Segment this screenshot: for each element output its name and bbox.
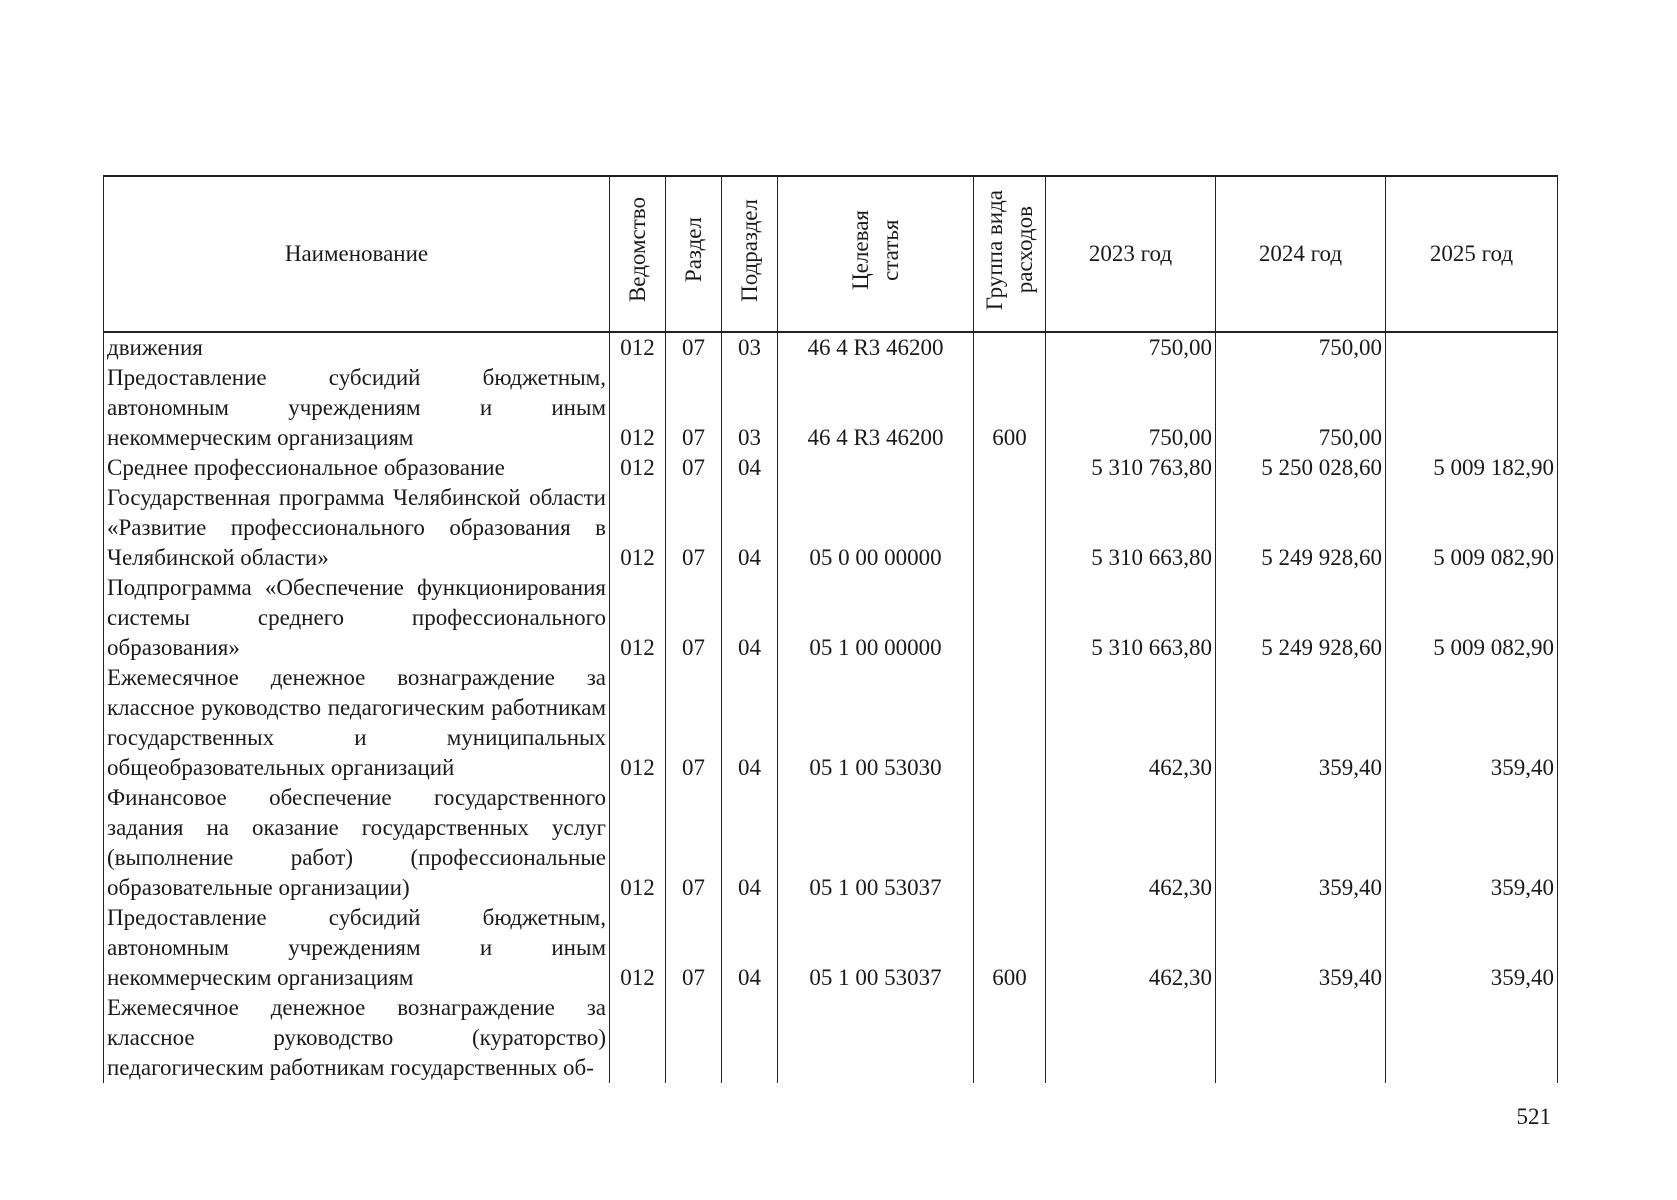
row-2024: 750,00 — [1216, 332, 1386, 363]
row-2024: 359,40 — [1216, 783, 1386, 903]
row-expense-group — [974, 783, 1046, 903]
row-2025: 359,40 — [1386, 783, 1558, 903]
row-razdel: 07 — [666, 663, 722, 783]
table-header — [104, 176, 1558, 332]
row-target-article: 05 1 00 53037 — [778, 903, 974, 993]
row-target-article: 46 4 R3 46200 — [778, 332, 974, 363]
row-podrazdel: 03 — [722, 363, 778, 453]
row-razdel: 07 — [666, 903, 722, 993]
table-row — [104, 573, 1558, 663]
header-2024: 2024 год — [1216, 176, 1386, 332]
row-2024: 359,40 — [1216, 903, 1386, 993]
row-name: Ежемесячное денежное вознаграждение за классное руководство педагогическим работникам государственных и муниципальных общеобразовательных организаций — [104, 663, 610, 783]
table-row — [104, 663, 1558, 783]
row-2025 — [1386, 993, 1558, 1083]
table-row — [104, 903, 1558, 993]
table-row — [104, 483, 1558, 573]
row-2024: 5 250 028,60 — [1216, 453, 1386, 483]
row-2025: 5 009 082,90 — [1386, 573, 1558, 663]
row-vedomstvo: 012 — [610, 783, 666, 903]
row-2024 — [1216, 993, 1386, 1083]
row-podrazdel: 03 — [722, 332, 778, 363]
row-target-article: 05 0 00 00000 — [778, 483, 974, 573]
row-razdel: 07 — [666, 783, 722, 903]
header-podrazdel: Подраздел — [722, 176, 778, 332]
row-2023: 462,30 — [1046, 783, 1216, 903]
row-name: Среднее профессиональное образование — [104, 453, 610, 483]
row-name: Подпрограмма «Обеспечение функционирования системы среднего профессионального образования» — [104, 573, 610, 663]
row-vedomstvo: 012 — [610, 453, 666, 483]
row-expense-group: 600 — [974, 903, 1046, 993]
row-razdel — [666, 993, 722, 1083]
row-podrazdel: 04 — [722, 483, 778, 573]
table-row — [104, 363, 1558, 453]
row-2023: 5 310 663,80 — [1046, 573, 1216, 663]
row-podrazdel: 04 — [722, 663, 778, 783]
header-expense-group: Группа вида расходов — [974, 176, 1046, 332]
row-name: Ежемесячное денежное вознаграждение за классное руководство (кураторство) педагогическим работникам государственных об- — [104, 993, 610, 1083]
row-podrazdel: 04 — [722, 453, 778, 483]
row-razdel: 07 — [666, 363, 722, 453]
row-2023: 5 310 663,80 — [1046, 483, 1216, 573]
table-body — [104, 332, 1558, 1083]
header-vedomstvo: Ведомство — [610, 176, 666, 332]
header-2023: 2023 год — [1046, 176, 1216, 332]
row-target-article — [778, 453, 974, 483]
row-2023: 750,00 — [1046, 332, 1216, 363]
row-expense-group — [974, 332, 1046, 363]
page-number: 521 — [1516, 1104, 1551, 1129]
row-vedomstvo: 012 — [610, 483, 666, 573]
row-podrazdel: 04 — [722, 573, 778, 663]
row-expense-group — [974, 573, 1046, 663]
row-target-article: 46 4 R3 46200 — [778, 363, 974, 453]
row-name: Предоставление субсидий бюджетным, автономным учреждениям и иным некоммерческим организациям — [104, 363, 610, 453]
header-2025: 2025 год — [1386, 176, 1558, 332]
row-name: Предоставление субсидий бюджетным, автономным учреждениям и иным некоммерческим организациям — [104, 903, 610, 993]
row-razdel: 07 — [666, 483, 722, 573]
row-2025: 359,40 — [1386, 903, 1558, 993]
table-row — [104, 332, 1558, 363]
row-expense-group — [974, 663, 1046, 783]
row-vedomstvo — [610, 993, 666, 1083]
budget-table — [103, 175, 1558, 1083]
row-2023: 750,00 — [1046, 363, 1216, 453]
row-target-article: 05 1 00 53037 — [778, 783, 974, 903]
table-row — [104, 783, 1558, 903]
row-2024: 359,40 — [1216, 663, 1386, 783]
row-expense-group — [974, 483, 1046, 573]
row-vedomstvo: 012 — [610, 663, 666, 783]
row-razdel: 07 — [666, 332, 722, 363]
header-name: Наименование — [104, 176, 610, 332]
row-vedomstvo: 012 — [610, 332, 666, 363]
row-name: Финансовое обеспечение государственного задания на оказание государственных услуг (выполнение работ) (профессиональные образовательные организации) — [104, 783, 610, 903]
row-2025 — [1386, 332, 1558, 363]
table-row — [104, 453, 1558, 483]
header-razdel: Раздел — [666, 176, 722, 332]
row-expense-group — [974, 453, 1046, 483]
row-target-article — [778, 993, 974, 1083]
row-vedomstvo: 012 — [610, 903, 666, 993]
header-row — [104, 176, 1558, 332]
row-target-article: 05 1 00 00000 — [778, 573, 974, 663]
row-vedomstvo: 012 — [610, 573, 666, 663]
row-2023 — [1046, 993, 1216, 1083]
row-target-article: 05 1 00 53030 — [778, 663, 974, 783]
row-expense-group: 600 — [974, 363, 1046, 453]
row-2023: 462,30 — [1046, 903, 1216, 993]
row-name: движения — [104, 332, 610, 363]
row-2025 — [1386, 363, 1558, 453]
row-2025: 5 009 182,90 — [1386, 453, 1558, 483]
row-name: Государственная программа Челябинской области «Развитие профессионального образования в Челябинской области» — [104, 483, 610, 573]
row-razdel: 07 — [666, 453, 722, 483]
row-2023: 5 310 763,80 — [1046, 453, 1216, 483]
row-podrazdel: 04 — [722, 783, 778, 903]
row-2024: 750,00 — [1216, 363, 1386, 453]
row-2025: 5 009 082,90 — [1386, 483, 1558, 573]
row-podrazdel — [722, 993, 778, 1083]
row-2024: 5 249 928,60 — [1216, 573, 1386, 663]
row-expense-group — [974, 993, 1046, 1083]
table-row — [104, 993, 1558, 1083]
row-razdel: 07 — [666, 573, 722, 663]
row-podrazdel: 04 — [722, 903, 778, 993]
header-target-article: Целевая статья — [778, 176, 974, 332]
row-2024: 5 249 928,60 — [1216, 483, 1386, 573]
row-2023: 462,30 — [1046, 663, 1216, 783]
row-2025: 359,40 — [1386, 663, 1558, 783]
row-vedomstvo: 012 — [610, 363, 666, 453]
